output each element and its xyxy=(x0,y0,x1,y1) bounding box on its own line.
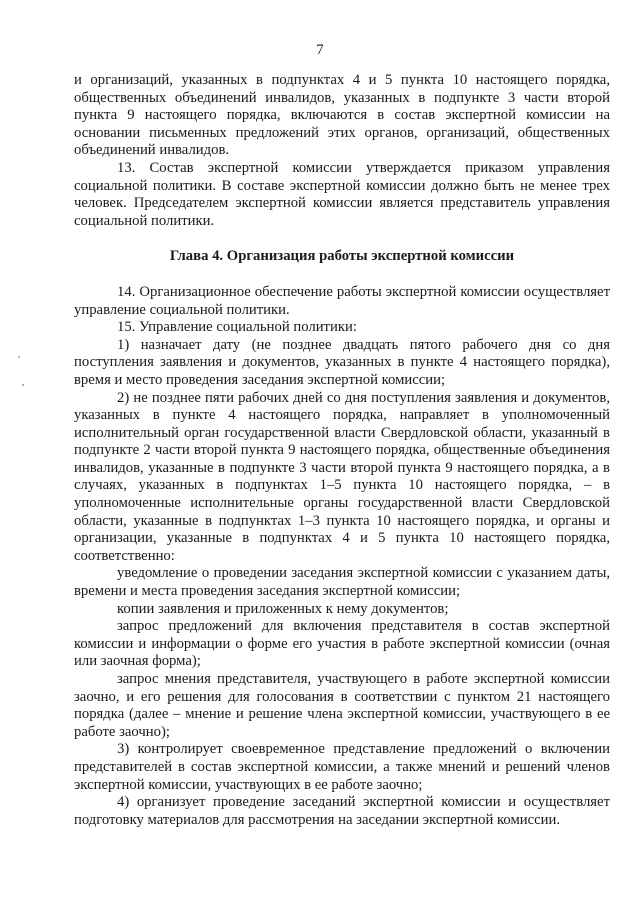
scan-speck xyxy=(18,356,20,358)
scan-speck xyxy=(22,384,24,386)
paragraph-13: 13. Состав экспертной комиссии утверждается приказом управления социальной политики. В составе экспертной комиссии должно быть не менее трех человек. Председателем экспертной комиссии является представитель управления социальной политики. xyxy=(74,159,610,229)
paragraph-15-item-2-request-proposals: запрос предложений для включения представителя в состав экспертной комиссии и информации о форме его участия в работе экспертной комиссии (очная или заочная форма); xyxy=(74,618,610,670)
paragraph-15-item-2: 2) не позднее пяти рабочих дней со дня поступления заявления и документов, указанных в пункте 4 настоящего порядка, направляет в уполномоченный исполнительный орган государственной власти Свердловской области, указанный в подпункте 2 части второй пункта 9 настоящего порядка, общественные объединения инвалидов, указанные в подпункте 3 части второй пункта 9 настоящего порядка, а в случаях, указанных в подпунктах 1–5 пункта 10 настоящего порядка, – в уполномоченные исполнительные органы государственной власти Свердловской области, указанные в подпунктах 1–3 пункта 10 настоящего порядка, и органы и организации, указанные в подпунктах 4 и 5 пункта 10 настоящего порядка, соответственно: xyxy=(74,389,610,564)
paragraph-continuation: и организаций, указанных в подпунктах 4 и 5 пункта 10 настоящего порядка, общественных объединений инвалидов, указанных в подпункте 3 части второй пункта 9 настоящего порядка, включаются в состав экспертной комиссии на основании письменных предложений этих органов, организаций, общественных объединений инвалидов. xyxy=(74,72,610,159)
paragraph-15-item-4: 4) организует проведение заседаний экспертной комиссии и осуществляет подготовку материалов для рассмотрения на заседании экспертной комиссии. xyxy=(74,794,610,828)
paragraph-15-item-2-copies: копии заявления и приложенных к нему документов; xyxy=(117,600,449,617)
paragraph-15-item-1: 1) назначает дату (не позднее двадцать пятого рабочего дня со дня поступления заявления и документов, указанных в пункте 4 настоящего порядка), время и место проведения заседания экспертной комиссии; xyxy=(74,336,610,388)
paragraph-15-item-2-request-opinion: запрос мнения представителя, участвующего в работе экспертной комиссии заочно, и его решения для голосования в соответствии с пунктом 21 настоящего порядка (далее – мнение и решение члена экспертной комиссии, участвующего в ее работе заочно); xyxy=(74,671,610,740)
document-body xyxy=(74,72,610,829)
page-number: 7 xyxy=(316,42,324,58)
paragraph-15: 15. Управление социальной политики: xyxy=(117,319,357,336)
chapter-heading: Глава 4. Организация работы экспертной комиссии xyxy=(169,248,515,265)
paragraph-15-item-3: 3) контролирует своевременное представление предложений о включении представителей в состав экспертной комиссии, а также мнений и решений членов экспертной комиссии, участвующих в ее работе заочно; xyxy=(74,741,610,793)
paragraph-14: 14. Организационное обеспечение работы экспертной комиссии осуществляет управление социальной политики. xyxy=(74,283,610,318)
paragraph-15-item-2-notice: уведомление о проведении заседания экспертной комиссии с указанием даты, времени и места проведения заседания экспертной комиссии; xyxy=(74,565,610,600)
